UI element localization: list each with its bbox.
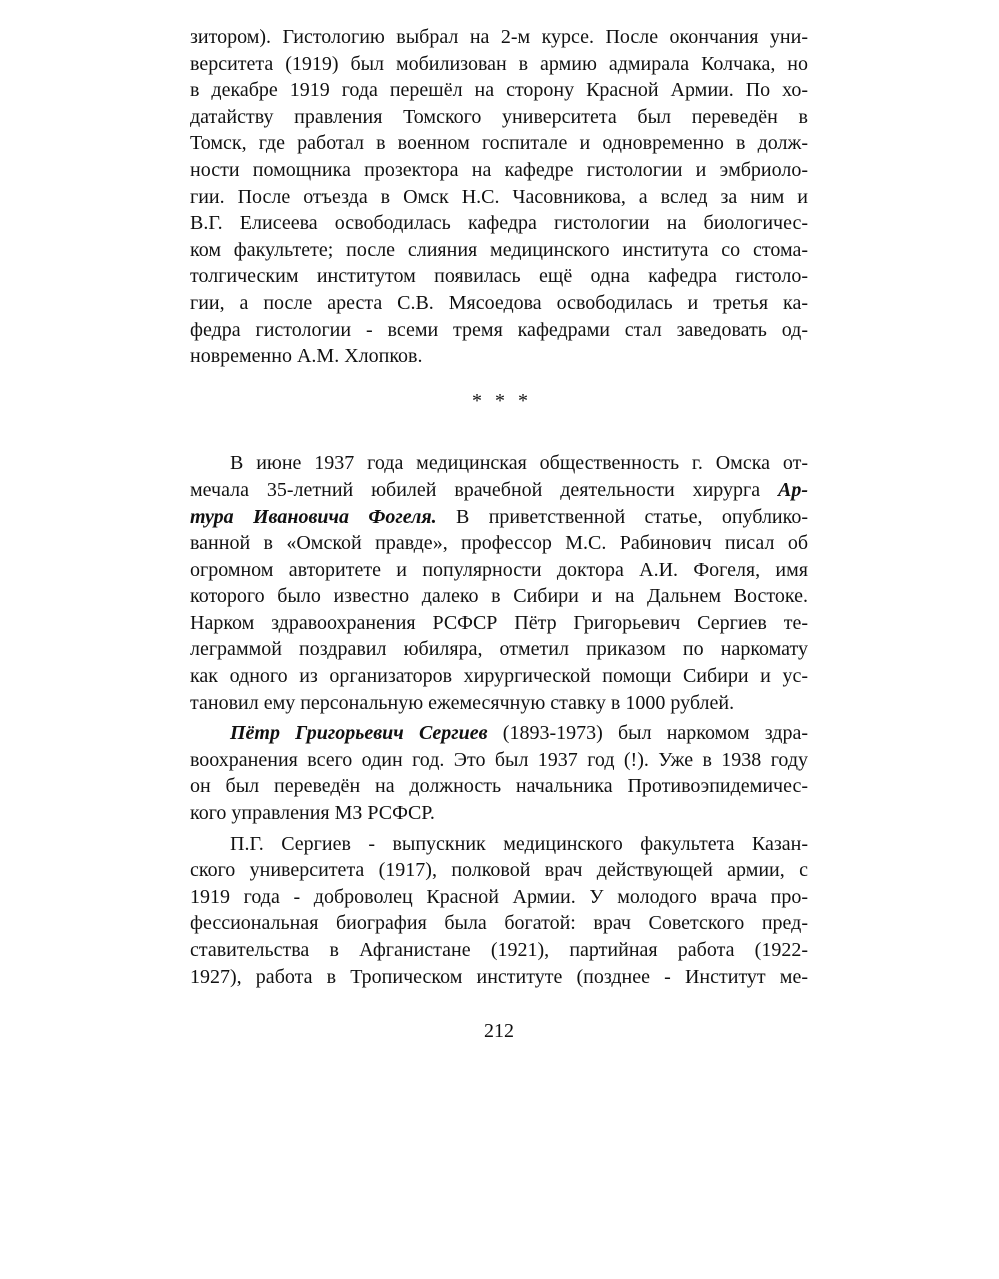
text-run: В приветственной статье, опублико- bbox=[436, 505, 808, 528]
text-line: датайству правления Томского университета был переведён в bbox=[190, 105, 808, 128]
text-line: ставительства в Афганистане (1921), партийная работа (1922- bbox=[190, 939, 808, 961]
emphasized-name: тура Ивановича Фогеля. bbox=[190, 505, 437, 528]
text-line bbox=[190, 477, 808, 504]
text-line: в декабре 1919 года перешёл на сторону Красной Армии. По хо- bbox=[190, 79, 808, 102]
paragraph-histology bbox=[190, 24, 808, 370]
text-line: фессиональная биография была богатой: врач Советского пред- bbox=[190, 912, 808, 935]
text-line: 1927), работа в Тропическом институте (позднее - Институт ме- bbox=[190, 965, 808, 988]
text-line: новременно А.М. Хлопков. bbox=[190, 345, 423, 368]
text-line: гии. После отъезда в Омск Н.С. Часовникова, а вслед за ним и bbox=[190, 185, 808, 208]
text-line bbox=[190, 720, 808, 747]
text-line: ком факультете; после слияния медицинского института со стома- bbox=[190, 238, 808, 261]
paragraph-fogel bbox=[190, 450, 808, 716]
text-line: федра гистологии - всеми тремя кафедрами стал заведовать од- bbox=[190, 318, 808, 341]
text-line: П.Г. Сергиев - выпускник медицинского факультета Казан- bbox=[230, 832, 808, 855]
spacer bbox=[190, 414, 808, 450]
text-line: воохранения всего один год. Это был 1937 год (!). Уже в 1938 году bbox=[190, 748, 808, 771]
text-line: зитором). Гистологию выбрал на 2-м курсе. После окончания уни- bbox=[190, 26, 808, 48]
text-line: тановил ему персональную ежемесячную ставку в 1000 рублей. bbox=[190, 691, 735, 714]
text-line: Нарком здравоохранения РСФСР Пётр Григорьевич Сергиев те- bbox=[190, 611, 808, 634]
text-line: В июне 1937 года медицинская общественность г. Омска от- bbox=[230, 452, 808, 475]
section-separator: * * * bbox=[472, 389, 532, 412]
text-run: мечала 35-летний юбилей врачебной деятельности хирурга bbox=[190, 478, 778, 501]
text-run: (1893-1973) был наркомом здра- bbox=[487, 722, 808, 745]
page-number: 212 bbox=[484, 1020, 514, 1043]
text-line: огромном авторитете и популярности доктора А.И. Фогеля, имя bbox=[190, 558, 808, 581]
document-page bbox=[190, 24, 808, 1045]
text-line: он был переведён на должность начальника Противоэпидемичес- bbox=[190, 775, 808, 798]
text-line: Томск, где работал в военном госпитале и одновременно в долж- bbox=[190, 132, 808, 155]
text-line: кого управления МЗ РСФСР. bbox=[190, 802, 435, 825]
text-line: ности помощника прозектора на кафедре гистологии и эмбриоло- bbox=[190, 158, 808, 181]
text-line: ского университета (1917), полковой врач действующей армии, с bbox=[190, 859, 808, 882]
text-line bbox=[190, 504, 808, 531]
text-line: ванной в «Омской правде», профессор М.С. Рабинович писал об bbox=[190, 532, 808, 555]
text-line: которого было известно далеко в Сибири и на Дальнем Востоке. bbox=[190, 585, 808, 608]
text-line: 1919 года - доброволец Красной Армии. У молодого врача про- bbox=[190, 885, 808, 908]
text-line: леграммой поздравил юбиляра, отметил приказом по наркомату bbox=[190, 638, 808, 661]
text-line: В.Г. Елисеева освободилась кафедра гистологии на биологичес- bbox=[190, 212, 808, 235]
spacer bbox=[190, 370, 808, 388]
text-line: как одного из организаторов хирургической помощи Сибири и ус- bbox=[190, 665, 808, 688]
text-line: толгическим институтом появилась ещё одна кафедра гистоло- bbox=[190, 265, 808, 288]
emphasized-name: Пётр Григорьевич Сергиев bbox=[230, 722, 488, 745]
emphasized-name: Ар- bbox=[778, 478, 808, 501]
paragraph-sergiev bbox=[190, 720, 808, 826]
text-line: верситета (1919) был мобилизован в армию адмирала Колчака, но bbox=[190, 52, 808, 75]
paragraph-sergiev-biography bbox=[190, 831, 808, 991]
text-line: гии, а после ареста С.В. Мясоедова освободилась и третья ка- bbox=[190, 291, 808, 314]
